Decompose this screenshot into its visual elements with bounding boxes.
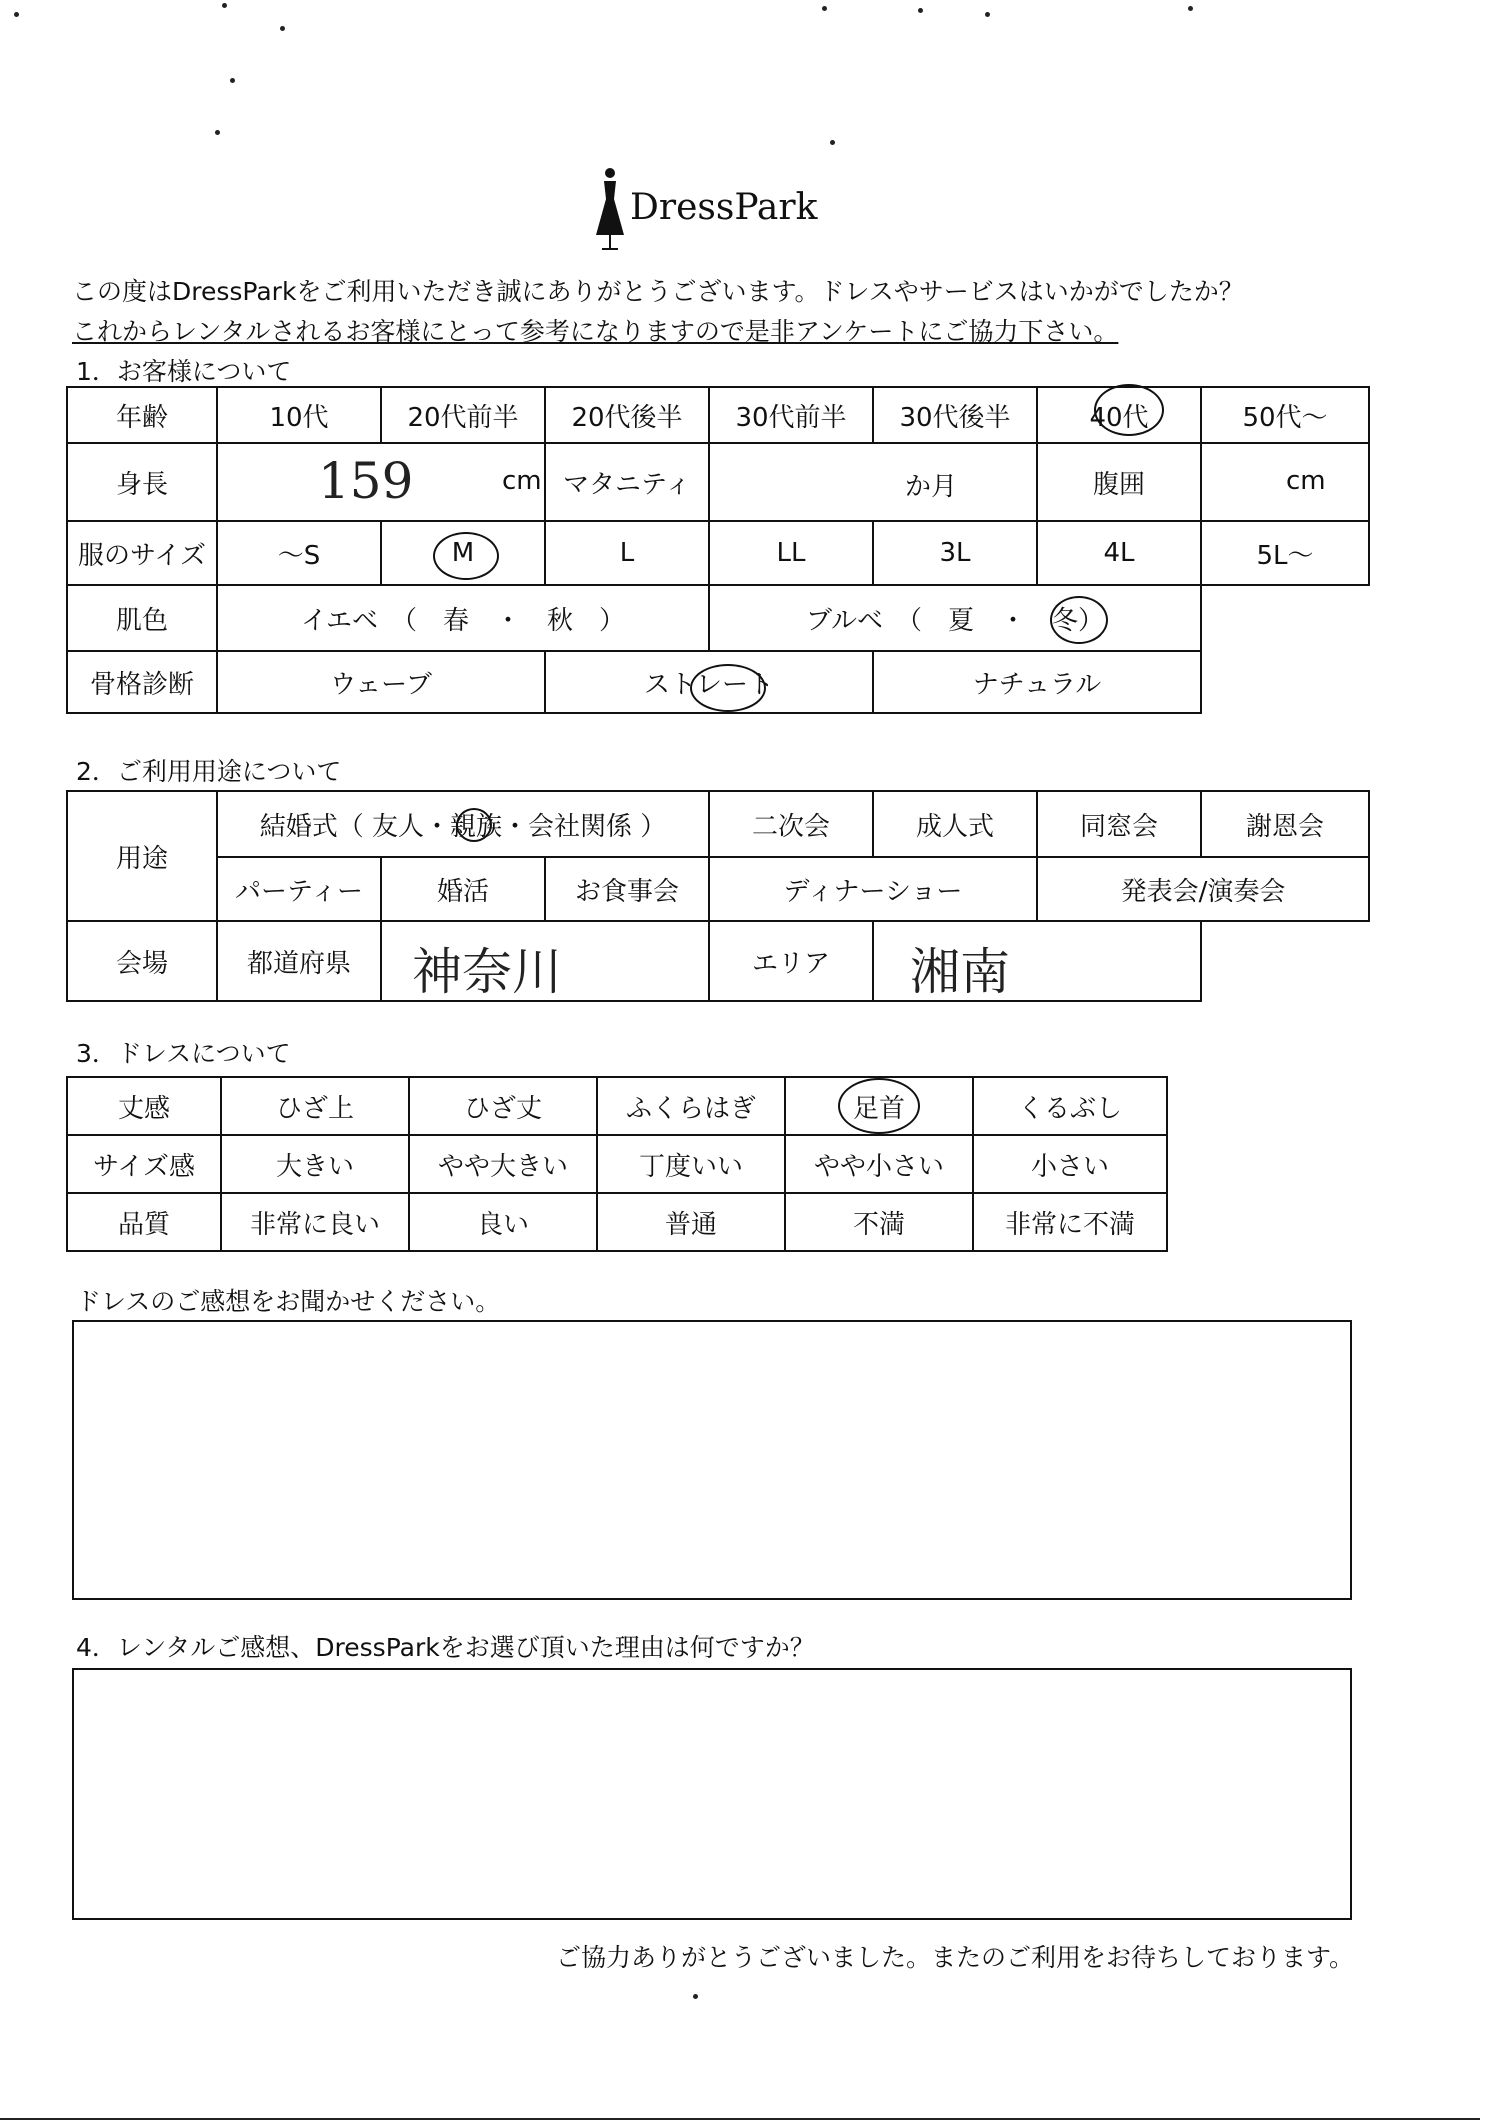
quality-option[interactable]: 非常に不満 bbox=[972, 1192, 1168, 1252]
length-option[interactable]: 足首 bbox=[784, 1076, 974, 1136]
length-label: 丈感 bbox=[66, 1076, 222, 1136]
age-label: 年齢 bbox=[66, 386, 218, 444]
size-option[interactable]: 3L bbox=[872, 520, 1038, 586]
purpose-option[interactable]: 発表会/演奏会 bbox=[1036, 856, 1370, 922]
size-option[interactable]: 5L～ bbox=[1200, 520, 1370, 586]
purpose-label: 用途 bbox=[66, 790, 218, 922]
quality-option[interactable]: 非常に良い bbox=[220, 1192, 410, 1252]
quality-label: 品質 bbox=[66, 1192, 222, 1252]
maternity-month-cell[interactable] bbox=[708, 442, 1038, 522]
skin-blue-prefix: ブルベ （ 夏 ・ bbox=[806, 605, 1052, 636]
size-option[interactable]: 4L bbox=[1036, 520, 1202, 586]
dress-comment-prompt: ドレスのご感想をお聞かせください。 bbox=[76, 1287, 501, 1316]
skin-selection-circle bbox=[1050, 596, 1108, 644]
skin-yellow-option[interactable]: イエベ （ 春 ・ 秋 ） bbox=[216, 584, 710, 652]
size-option[interactable]: LL bbox=[708, 520, 874, 586]
purpose-option[interactable]: 成人式 bbox=[872, 790, 1038, 858]
fit-option[interactable]: やや小さい bbox=[784, 1134, 974, 1194]
frame-label: 骨格診断 bbox=[66, 650, 218, 714]
footer-thanks: ご協力ありがとうございました。またのご利用をお待ちしております。 bbox=[556, 1943, 1355, 1972]
section1-heading: 1．お客様について bbox=[76, 357, 292, 386]
age-option[interactable]: 30代後半 bbox=[872, 386, 1038, 444]
age-option[interactable]: 10代 bbox=[216, 386, 382, 444]
size-option[interactable]: L bbox=[544, 520, 710, 586]
waist-unit: cm bbox=[1286, 466, 1326, 496]
purpose-option[interactable]: ディナーショー bbox=[708, 856, 1038, 922]
skin-label: 肌色 bbox=[66, 584, 218, 652]
section4-heading: 4．レンタルご感想、DressParkをお選び頂いた理由は何ですか？ bbox=[76, 1633, 815, 1662]
intro-line-2: これからレンタルされるお客様にとって参考になりますので是非アンケートにご協力下さい。 bbox=[72, 317, 1119, 346]
age-option[interactable]: 20代後半 bbox=[544, 386, 710, 444]
age-option[interactable]: 20代前半 bbox=[380, 386, 546, 444]
fit-option[interactable]: 丁度いい bbox=[596, 1134, 786, 1194]
length-option[interactable]: ひざ丈 bbox=[408, 1076, 598, 1136]
section2-heading: 2．ご利用用途について bbox=[76, 757, 342, 786]
quality-option[interactable]: 良い bbox=[408, 1192, 598, 1252]
size-label: 服のサイズ bbox=[66, 520, 218, 586]
section3-heading: 3．ドレスについて bbox=[76, 1039, 291, 1068]
quality-option[interactable]: 普通 bbox=[596, 1192, 786, 1252]
length-option[interactable]: ひざ上 bbox=[220, 1076, 410, 1136]
skin-blue-option[interactable] bbox=[708, 584, 1202, 652]
area-value: 湘南 bbox=[910, 943, 1010, 1001]
dress-comment-box[interactable] bbox=[72, 1320, 1352, 1600]
height-label: 身長 bbox=[66, 442, 218, 522]
frame-selection-circle bbox=[690, 664, 766, 712]
purpose-option[interactable]: 二次会 bbox=[708, 790, 874, 858]
size-option[interactable]: M bbox=[380, 520, 546, 586]
height-unit: cm bbox=[502, 466, 542, 496]
size-selection-circle bbox=[433, 532, 499, 580]
logo-text: DressPark bbox=[630, 187, 818, 228]
purpose-option[interactable]: 婚活 bbox=[380, 856, 546, 922]
length-selection-circle bbox=[838, 1078, 920, 1134]
waist-cell[interactable] bbox=[1200, 442, 1370, 522]
waist-label: 腹囲 bbox=[1036, 442, 1202, 522]
size-option[interactable]: ～S bbox=[216, 520, 382, 586]
purpose-option[interactable]: お食事会 bbox=[544, 856, 710, 922]
purpose-option[interactable]: 謝恩会 bbox=[1200, 790, 1370, 858]
purpose-option[interactable]: パーティー bbox=[216, 856, 382, 922]
prefecture-label: 都道府県 bbox=[216, 920, 382, 1002]
frame-option[interactable]: ストレート bbox=[544, 650, 874, 714]
maternity-month-unit: か月 bbox=[905, 472, 958, 502]
fit-option[interactable]: 大きい bbox=[220, 1134, 410, 1194]
venue-label: 会場 bbox=[66, 920, 218, 1002]
fit-option[interactable]: やや大きい bbox=[408, 1134, 598, 1194]
area-label: エリア bbox=[708, 920, 874, 1002]
rental-comment-box[interactable] bbox=[72, 1668, 1352, 1920]
bottom-rule bbox=[0, 2118, 1480, 2120]
length-option[interactable]: くるぶし bbox=[972, 1076, 1168, 1136]
maternity-label: マタニティ bbox=[544, 442, 710, 522]
length-option[interactable]: ふくらはぎ bbox=[596, 1076, 786, 1136]
age-selection-circle bbox=[1094, 384, 1164, 436]
frame-option[interactable]: ナチュラル bbox=[872, 650, 1202, 714]
prefecture-value: 神奈川 bbox=[412, 943, 562, 1001]
purpose-option[interactable]: 結婚式（ 友人・親族・会社関係 ） bbox=[216, 790, 710, 858]
quality-option[interactable]: 不満 bbox=[784, 1192, 974, 1252]
skin-blue-suffix: ） bbox=[1077, 605, 1104, 636]
purpose-selection-circle bbox=[456, 808, 492, 842]
age-option[interactable]: 40代 bbox=[1036, 386, 1202, 444]
height-value: 159 bbox=[318, 452, 414, 510]
fit-option[interactable]: 小さい bbox=[972, 1134, 1168, 1194]
skin-blue-winter: 冬 bbox=[1051, 605, 1078, 636]
age-option[interactable]: 30代前半 bbox=[708, 386, 874, 444]
intro-line-1: この度はDressParkをご利用いただき誠にありがとうございます。ドレスやサービスはいかがでしたか？ bbox=[72, 277, 1244, 306]
purpose-option[interactable]: 同窓会 bbox=[1036, 790, 1202, 858]
logo bbox=[590, 165, 850, 255]
dress-logo-icon bbox=[590, 165, 630, 255]
frame-option[interactable]: ウェーブ bbox=[216, 650, 546, 714]
age-option[interactable]: 50代～ bbox=[1200, 386, 1370, 444]
fit-label: サイズ感 bbox=[66, 1134, 222, 1194]
